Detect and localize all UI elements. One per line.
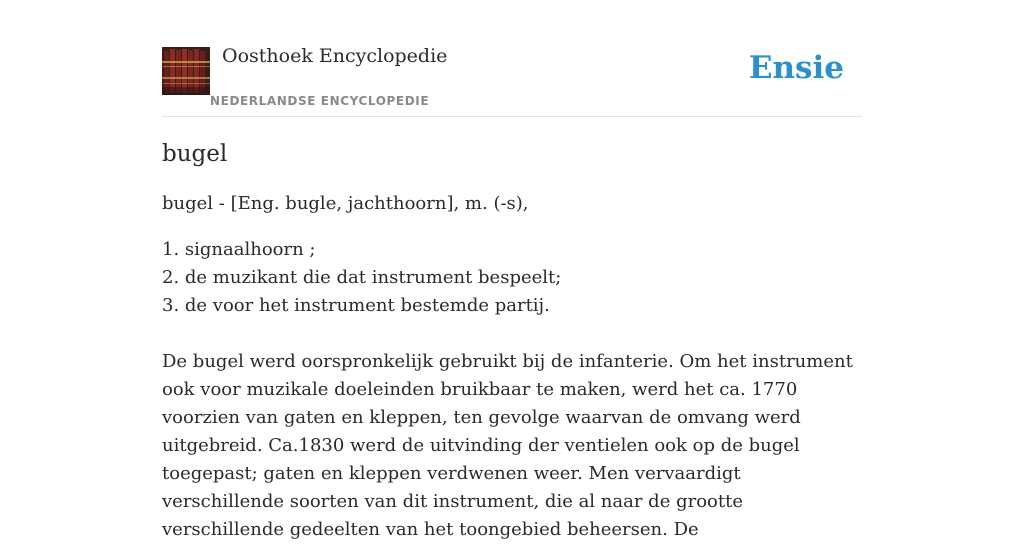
sense-item: 3. de voor het instrument bestemde partij.: [162, 295, 550, 316]
sense-item: 1. signaalhoorn ;: [162, 239, 316, 260]
site-title[interactable]: Oosthoek Encyclopedie: [222, 45, 448, 67]
ensie-brand-logo[interactable]: Ensie: [748, 50, 844, 86]
books-icon: [162, 47, 210, 95]
site-header: [162, 40, 862, 117]
encyclopedia-logo-icon[interactable]: [162, 47, 210, 95]
sense-list: [162, 236, 862, 320]
entry-body: De bugel werd oorspronkelijk gebruikt bij de infanterie. Om het instrument ook voor muzikale doeleinden bruikbaar te maken, werd het ca. 1770 voorzien van gaten en kleppen, ten gevolge waarvan de omvang werd uitgebreid. Ca.1830 werd de uitvinding der ventielen ook op de bugel toegepast; gaten en kleppen verdwenen weer. Men vervaardigt verschillende soorten van dit instrument, die al naar de grootte verschillende gedeelten van het toongebied beheersen. De: [162, 351, 853, 540]
entry-content: [162, 138, 862, 544]
entry-title: bugel: [162, 141, 228, 167]
site-subtitle: NEDERLANDSE ENCYCLOPEDIE: [210, 94, 430, 108]
sense-item: 2. de muzikant die dat instrument bespeelt;: [162, 267, 562, 288]
entry-definition: bugel - [Eng. bugle, jachthoorn], m. (-s),: [162, 193, 529, 214]
